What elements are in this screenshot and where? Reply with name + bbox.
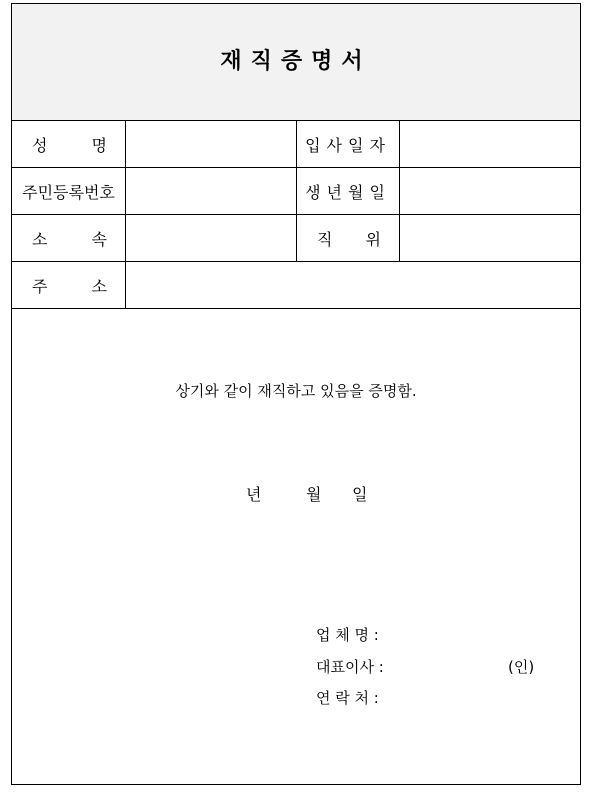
address-value-field[interactable]: [126, 262, 580, 308]
name-value-field[interactable]: [126, 121, 296, 167]
label-address-part: 소: [91, 276, 107, 296]
row-divider: [12, 308, 580, 309]
label-department-part: 속: [91, 229, 107, 249]
date-month: 월: [306, 485, 322, 504]
certificate-form: [11, 3, 581, 785]
label-name-part: 성: [32, 135, 48, 155]
title-band: [12, 4, 580, 121]
birth-date-value-field[interactable]: [400, 168, 580, 214]
label-name-part: 명: [91, 135, 107, 155]
resident-no-value-field[interactable]: [126, 168, 296, 214]
certification-statement: 상기와 같이 재직하고 있음을 증명함.: [175, 382, 417, 400]
label-department: [12, 215, 125, 261]
date-year: 년: [246, 485, 262, 504]
ceo-label: 대표이사 :: [316, 658, 384, 676]
position-value-field[interactable]: [400, 215, 580, 261]
label-department-part: 소: [32, 229, 48, 249]
label-address: [12, 262, 125, 308]
document-title: 재직증명서: [220, 49, 372, 74]
department-value-field[interactable]: [126, 215, 296, 261]
contact-label: 연 락 처 :: [316, 689, 379, 707]
label-position-part: 위: [365, 229, 381, 249]
issue-date: [246, 482, 367, 505]
hire-date-value-field[interactable]: [400, 121, 580, 167]
label-birth-date: 생년월일: [305, 182, 391, 202]
company-name-label: 업 체 명 :: [316, 626, 379, 644]
label-hire-date: 입사일자: [305, 135, 391, 155]
label-resident-no: 주민등록번호: [22, 182, 115, 202]
label-position-part: 직: [317, 229, 333, 249]
date-day: 일: [352, 485, 368, 504]
label-position: [297, 215, 399, 261]
seal-mark: (인): [508, 658, 535, 676]
label-address-part: 주: [32, 276, 48, 296]
label-name: [12, 121, 125, 167]
